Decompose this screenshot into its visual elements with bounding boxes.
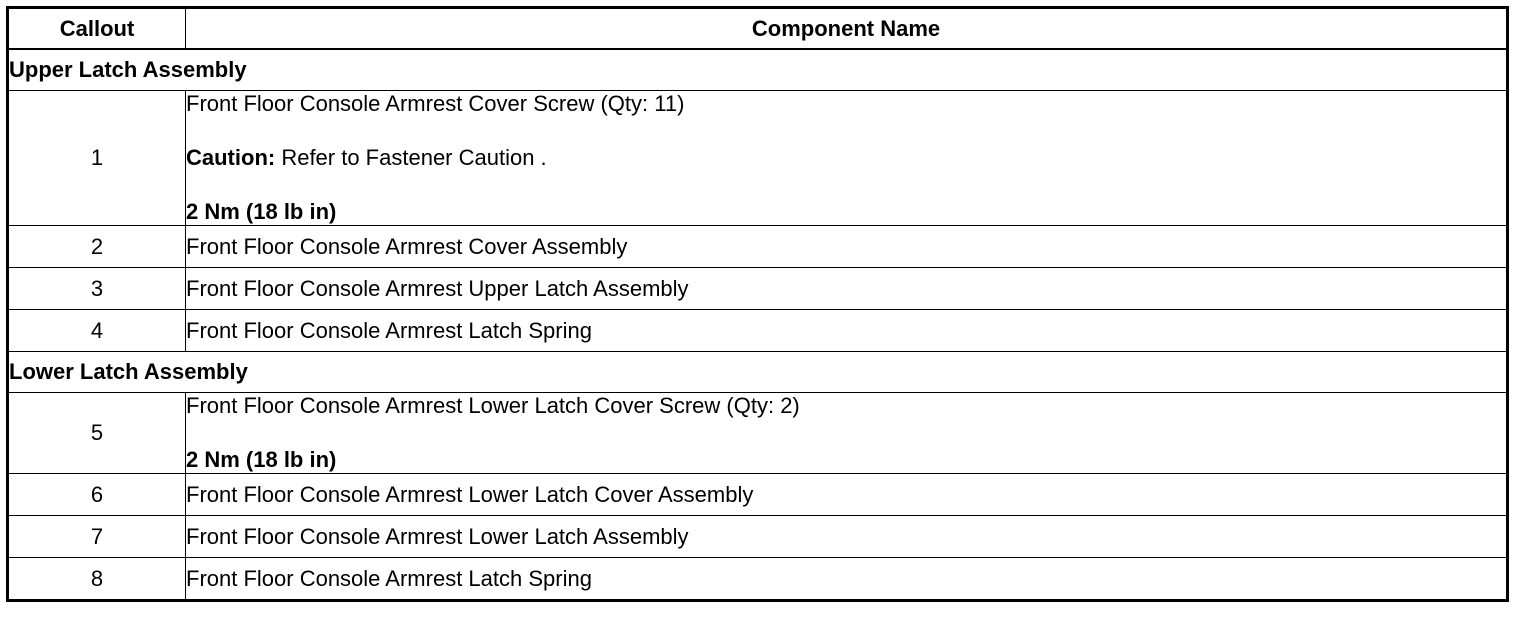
callout-number: 1	[8, 91, 186, 226]
caution-label: Caution:	[186, 145, 276, 170]
callout-number: 8	[8, 558, 186, 601]
header-component-name: Component Name	[186, 8, 1508, 50]
table-row	[8, 226, 1508, 268]
component-name: Front Floor Console Armrest Latch Spring	[186, 558, 1508, 601]
callout-number: 7	[8, 516, 186, 558]
component-cell	[186, 393, 1508, 474]
callout-number: 5	[8, 393, 186, 474]
caution-text: Refer to Fastener Caution .	[275, 145, 547, 170]
torque-spec: 2 Nm (18 lb in)	[186, 199, 337, 224]
callout-number: 6	[8, 474, 186, 516]
group-title-upper-latch: Upper Latch Assembly	[8, 49, 1508, 91]
caution-note	[186, 145, 1506, 171]
header-callout: Callout	[8, 8, 186, 50]
group-title-lower-latch: Lower Latch Assembly	[8, 352, 1508, 393]
component-name: Front Floor Console Armrest Cover Screw (Qty: 11)	[186, 91, 685, 116]
component-name: Front Floor Console Armrest Latch Spring	[186, 310, 1508, 352]
table-row	[8, 558, 1508, 601]
component-name: Front Floor Console Armrest Lower Latch Assembly	[186, 516, 1508, 558]
component-name: Front Floor Console Armrest Lower Latch Cover Screw (Qty: 2)	[186, 393, 800, 418]
table-row	[8, 393, 1508, 474]
group-row-lower	[8, 352, 1508, 393]
table-row	[8, 516, 1508, 558]
component-name: Front Floor Console Armrest Lower Latch Cover Assembly	[186, 474, 1508, 516]
torque-spec: 2 Nm (18 lb in)	[186, 447, 337, 472]
table-row	[8, 91, 1508, 226]
callout-number: 2	[8, 226, 186, 268]
header-row	[8, 8, 1508, 50]
table-row	[8, 474, 1508, 516]
component-name: Front Floor Console Armrest Upper Latch Assembly	[186, 268, 1508, 310]
component-cell	[186, 91, 1508, 226]
callout-number: 4	[8, 310, 186, 352]
component-name: Front Floor Console Armrest Cover Assembly	[186, 226, 1508, 268]
callout-table	[6, 6, 1509, 602]
table-row	[8, 268, 1508, 310]
group-row-upper	[8, 49, 1508, 91]
callout-number: 3	[8, 268, 186, 310]
table-row	[8, 310, 1508, 352]
